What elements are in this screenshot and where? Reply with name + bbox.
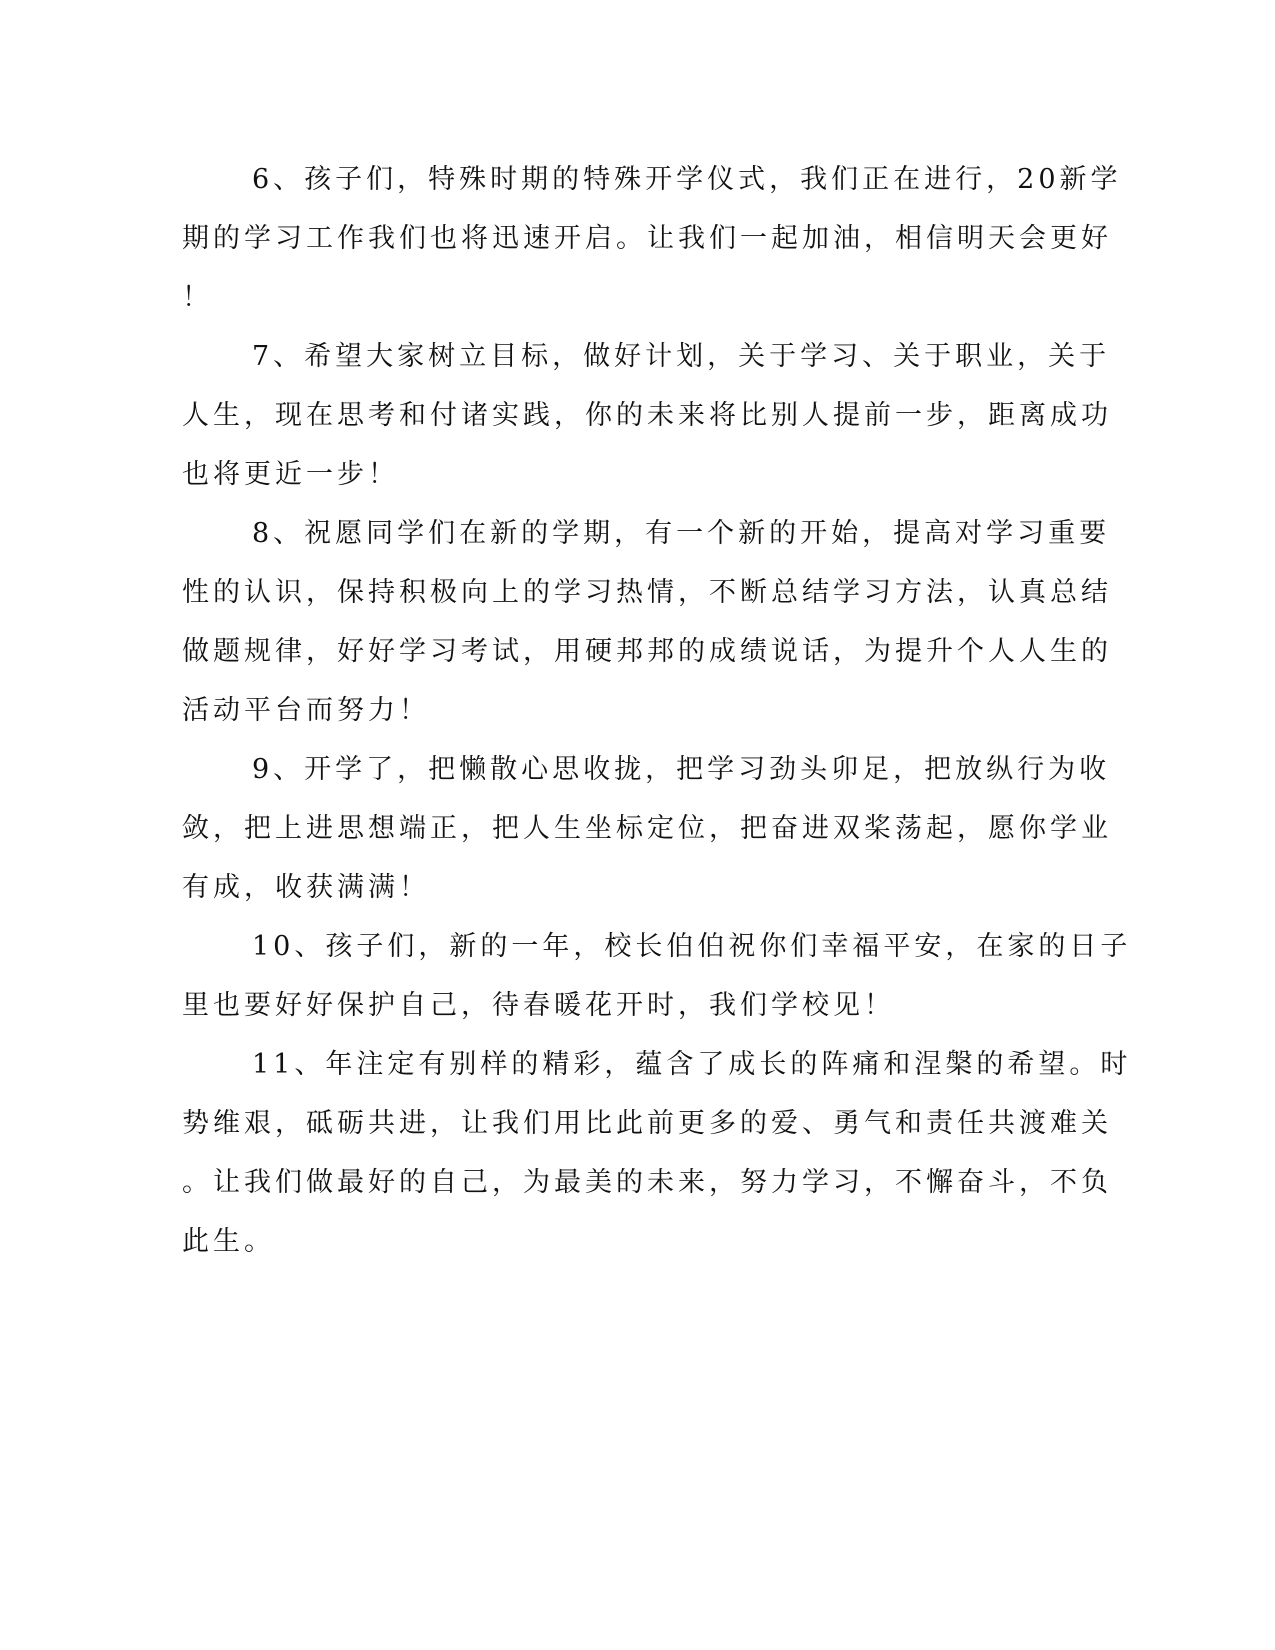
paragraph-line: 期的学习工作我们也将迅速开启。让我们一起加油，相信明天会更好	[182, 223, 1112, 254]
paragraph-line: 势维艰，砥砺共进，让我们用比此前更多的爱、勇气和责任共渡难关	[182, 1108, 1112, 1139]
paragraph-line: 性的认识，保持积极向上的学习热情，不断总结学习方法，认真总结	[182, 577, 1112, 608]
paragraph-line: 11、年注定有别样的精彩，蕴含了成长的阵痛和涅槃的希望。时	[252, 1049, 1132, 1080]
paragraph-line: 10、孩子们，新的一年，校长伯伯祝你们幸福平安，在家的日子	[252, 931, 1132, 962]
paragraph-line: 此生。	[182, 1226, 275, 1257]
paragraph-line: 6、孩子们，特殊时期的特殊开学仪式，我们正在进行，20新学	[252, 164, 1122, 195]
paragraph-line: 活动平台而努力！	[182, 695, 430, 726]
paragraph-line: 9、开学了，把懒散心思收拢，把学习劲头卯足，把放纵行为收	[252, 754, 1111, 785]
paragraph-line: 人生，现在思考和付诸实践，你的未来将比别人提前一步，距离成功	[182, 400, 1112, 431]
paragraph-line: 7、希望大家树立目标，做好计划，关于学习、关于职业，关于	[252, 341, 1111, 372]
paragraph-line: ！	[182, 282, 213, 313]
paragraph-line: 做题规律，好好学习考试，用硬邦邦的成绩说话，为提升个人人生的	[182, 636, 1112, 667]
paragraph-line: 敛，把上进思想端正，把人生坐标定位，把奋进双桨荡起，愿你学业	[182, 813, 1112, 844]
paragraph-line: 。让我们做最好的自己，为最美的未来，努力学习，不懈奋斗，不负	[182, 1167, 1112, 1198]
paragraph-line: 里也要好好保护自己，待春暖花开时，我们学校见！	[182, 990, 895, 1021]
paragraph-line: 8、祝愿同学们在新的学期，有一个新的开始，提高对学习重要	[252, 518, 1111, 549]
paragraph-line: 也将更近一步！	[182, 459, 399, 490]
paragraph-line: 有成，收获满满！	[182, 872, 430, 903]
